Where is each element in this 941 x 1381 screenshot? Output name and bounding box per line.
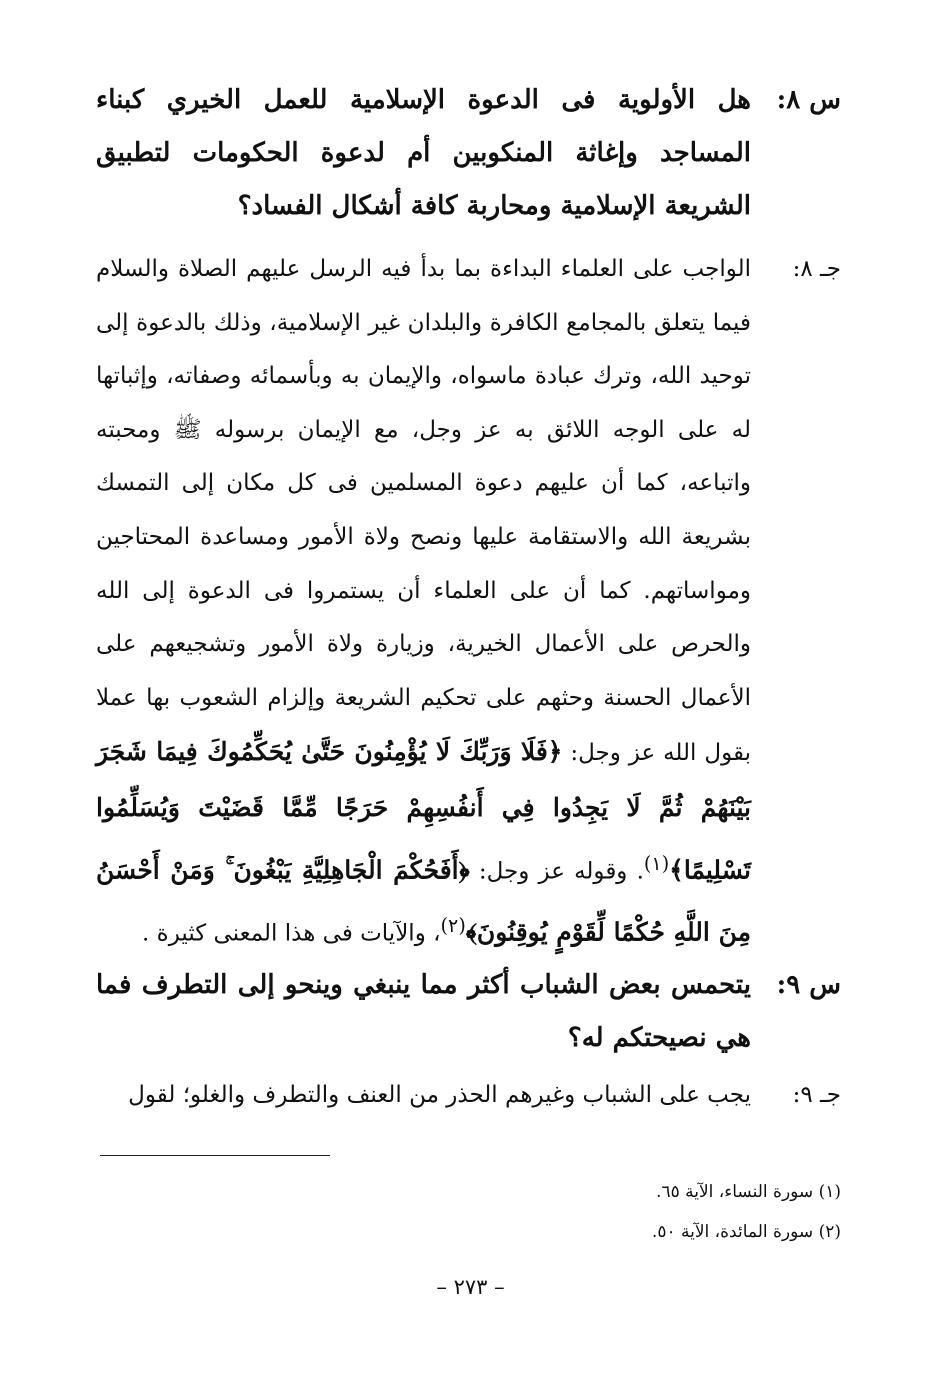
- question-9: [96, 959, 841, 1065]
- quran-verse: ﴿أَفَحُكْمَ الْجَاهِلِيَّةِ يَبْغُونَ ۚ وَمَنْ أَحْسَنُ مِنَ اللَّهِ حُكْمًا لِّقَوْمٍ يُوقِنُونَ﴾: [96, 855, 751, 947]
- footnote: (٢) سورة المائدة، الآية ٥٠.: [651, 1222, 841, 1242]
- footnote-separator: [100, 1155, 330, 1156]
- question-label: س ٩:: [776, 970, 841, 1000]
- footnote-ref: (٢): [440, 913, 466, 937]
- answer-text: [96, 243, 751, 961]
- footnote: (١) سورة النساء، الآية ٦٥.: [656, 1182, 841, 1202]
- answer-label: جـ ٩:: [792, 1082, 841, 1108]
- answer-text: يجب على الشباب وغيرهم الحذر من العنف والتطرف والغلو؛ لقول: [128, 1082, 751, 1108]
- answer-text-part: ، والآيات فى هذا المعنى كثيرة .: [142, 920, 441, 947]
- question-text: هل الأولوية فى الدعوة الإسلامية للعمل الخيري كبناء المساجد وإغاثة المنكوبين أم لدعوة الحكومات لتطبيق الشريعة الإسلامية ومحاربة كافة أشكال الفساد؟: [96, 85, 751, 221]
- question-label: س ٨:: [776, 85, 841, 115]
- question-8: [96, 74, 841, 233]
- answer-9: [96, 1069, 841, 1123]
- answer-8: [96, 243, 841, 961]
- answer-label: جـ ٨:: [792, 256, 841, 282]
- answer-text-part: الواجب على العلماء البداءة بما بدأ فيه الرسل عليهم الصلاة والسلام فيما يتعلق بالمجامع الكافرة والبلدان غير الإسلامية، وذلك بالدعوة إلى توحيد الله، وترك عبادة ماسواه، والإيمان به وبأسمائه وصفاته، وإثباتها له على الوجه اللائق به عز وجل، مع الإيمان برسوله ﷺ ومحبته واتباعه، كما أن عليهم دعوة المسلمين فى كل مكان إلى التمسك بشريعة الله والاستقامة عليها ونصح ولاة الأمور ومساعدة المحتاجين ومواساتهم. كما أن على العلماء أن يستمروا فى الدعوة إلى الله والحرص على الأعمال الخيرية، وزيارة ولاة الأمور وتشجيعهم على الأعمال الحسنة وحثهم على تحكيم الشريعة وإلزام الشعوب بها عملا بقول الله عز وجل:: [96, 256, 752, 767]
- footnotes: [652, 1172, 841, 1252]
- page-number: – ٢٧٣ –: [436, 1275, 505, 1299]
- answer-text-part: . وقوله عز وجل:: [469, 858, 644, 885]
- question-text: يتحمس بعض الشباب أكثر مما ينبغي وينحو إلى التطرف فما هي نصيحتكم له؟: [96, 970, 751, 1053]
- footnote-ref: (١): [643, 851, 670, 875]
- quran-verse: ﴿فَلَا وَرَبِّكَ لَا يُؤْمِنُونَ حَتَّىٰ يُحَكِّمُوكَ فِيمَا شَجَرَ بَيْنَهُمْ ثُمَّ لَا يَجِدُوا فِي أَنفُسِهِمْ حَرَجًا مِّمَّا قَضَيْتَ وَيُسَلِّمُوا تَسْلِيمًا﴾: [96, 737, 751, 885]
